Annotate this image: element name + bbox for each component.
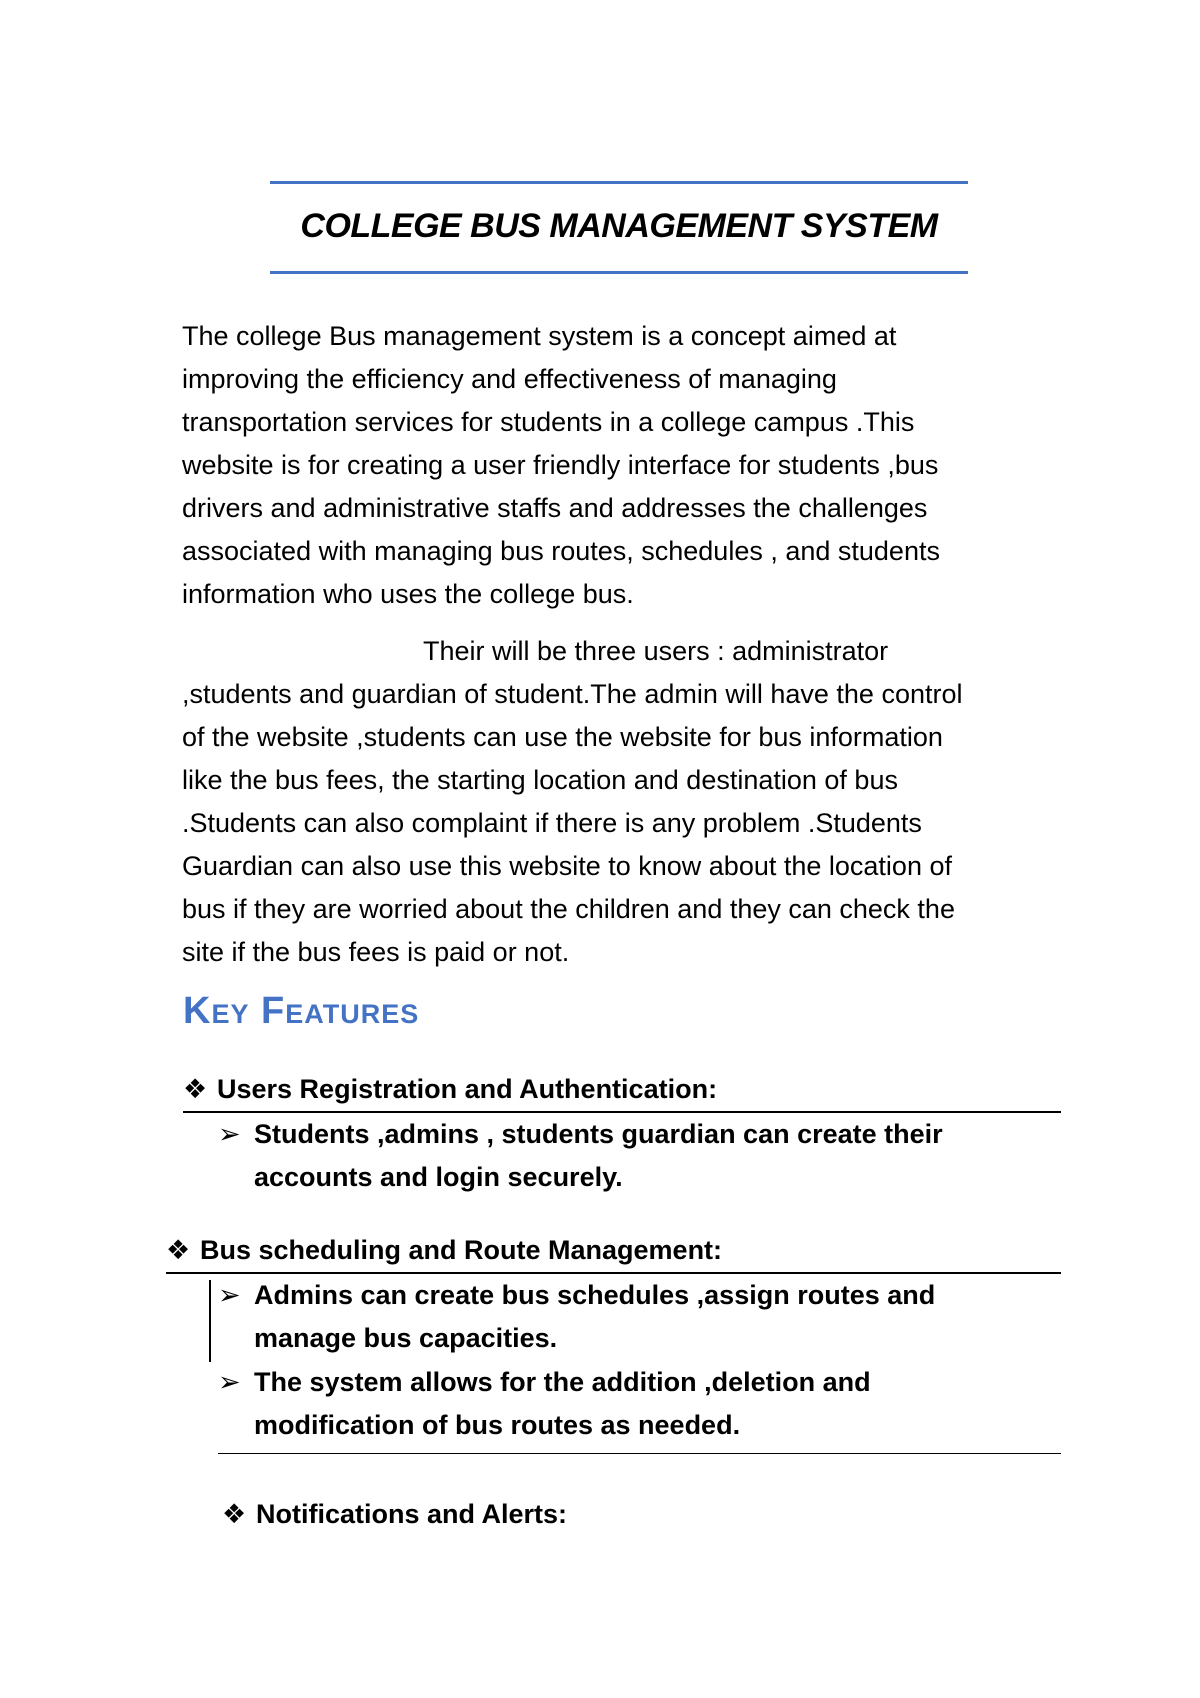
users-line: ,students and guardian of student.The admin will have the control <box>182 679 963 709</box>
feature-item-text: Admins can create bus schedules ,assign routes and manage bus capacities. <box>254 1280 936 1353</box>
intro-line: improving the efficiency and effectiveness of managing <box>182 364 837 394</box>
feature-title-text: Bus scheduling and Route Management: <box>200 1235 723 1265</box>
users-line: of the website ,students can use the website for bus information <box>182 722 943 752</box>
feature-title <box>183 1068 717 1111</box>
intro-line: information who uses the college bus. <box>182 579 634 609</box>
key-features-heading: Key Features <box>183 990 420 1032</box>
users-line: site if the bus fees is paid or not. <box>182 937 570 967</box>
feature-item-text: Students ,admins , students guardian can create their accounts and login securely. <box>254 1119 943 1192</box>
users-line: Guardian can also use this website to know about the location of <box>182 851 952 881</box>
intro-line: drivers and administrative staffs and addresses the challenges <box>182 493 928 523</box>
diamond-bullet-icon: ❖ <box>183 1074 208 1104</box>
feature-item-text: The system allows for the addition ,deletion and modification of bus routes as needed. <box>254 1367 871 1440</box>
diamond-bullet-icon: ❖ <box>166 1235 191 1265</box>
feature-item <box>218 1361 1018 1447</box>
feature-title <box>222 1493 567 1536</box>
feature-title-text: Users Registration and Authentication: <box>217 1074 718 1104</box>
users-line: Their will be three users : administrator <box>423 636 889 666</box>
arrow-bullet-icon: ➢ <box>218 1119 241 1149</box>
margin-bar <box>209 1280 211 1362</box>
feature-item <box>218 1113 1018 1199</box>
intro-line: transportation services for students in a college campus .This <box>182 407 915 437</box>
arrow-bullet-icon: ➢ <box>218 1367 241 1397</box>
users-line: like the bus fees, the starting location and destination of bus <box>182 765 898 795</box>
users-line: .Students can also complaint if there is any problem .Students <box>182 808 922 838</box>
intro-line: website is for creating a user friendly interface for students ,bus <box>182 450 939 480</box>
title-rule-bottom <box>270 271 968 274</box>
users-line: bus if they are worried about the children and they can check the <box>182 894 955 924</box>
users-paragraph <box>182 630 1062 974</box>
feature-title <box>166 1229 722 1272</box>
intro-line: associated with managing bus routes, schedules , and students <box>182 536 940 566</box>
intro-paragraph <box>182 315 1062 616</box>
diamond-bullet-icon: ❖ <box>222 1499 247 1529</box>
arrow-bullet-icon: ➢ <box>218 1280 241 1310</box>
page-title: COLLEGE BUS MANAGEMENT SYSTEM <box>300 207 938 245</box>
section-underline <box>218 1453 1061 1454</box>
title-rule-top <box>270 181 968 184</box>
feature-title-text: Notifications and Alerts: <box>256 1499 568 1529</box>
feature-item <box>218 1274 1018 1360</box>
intro-line: The college Bus management system is a concept aimed at <box>182 321 897 351</box>
